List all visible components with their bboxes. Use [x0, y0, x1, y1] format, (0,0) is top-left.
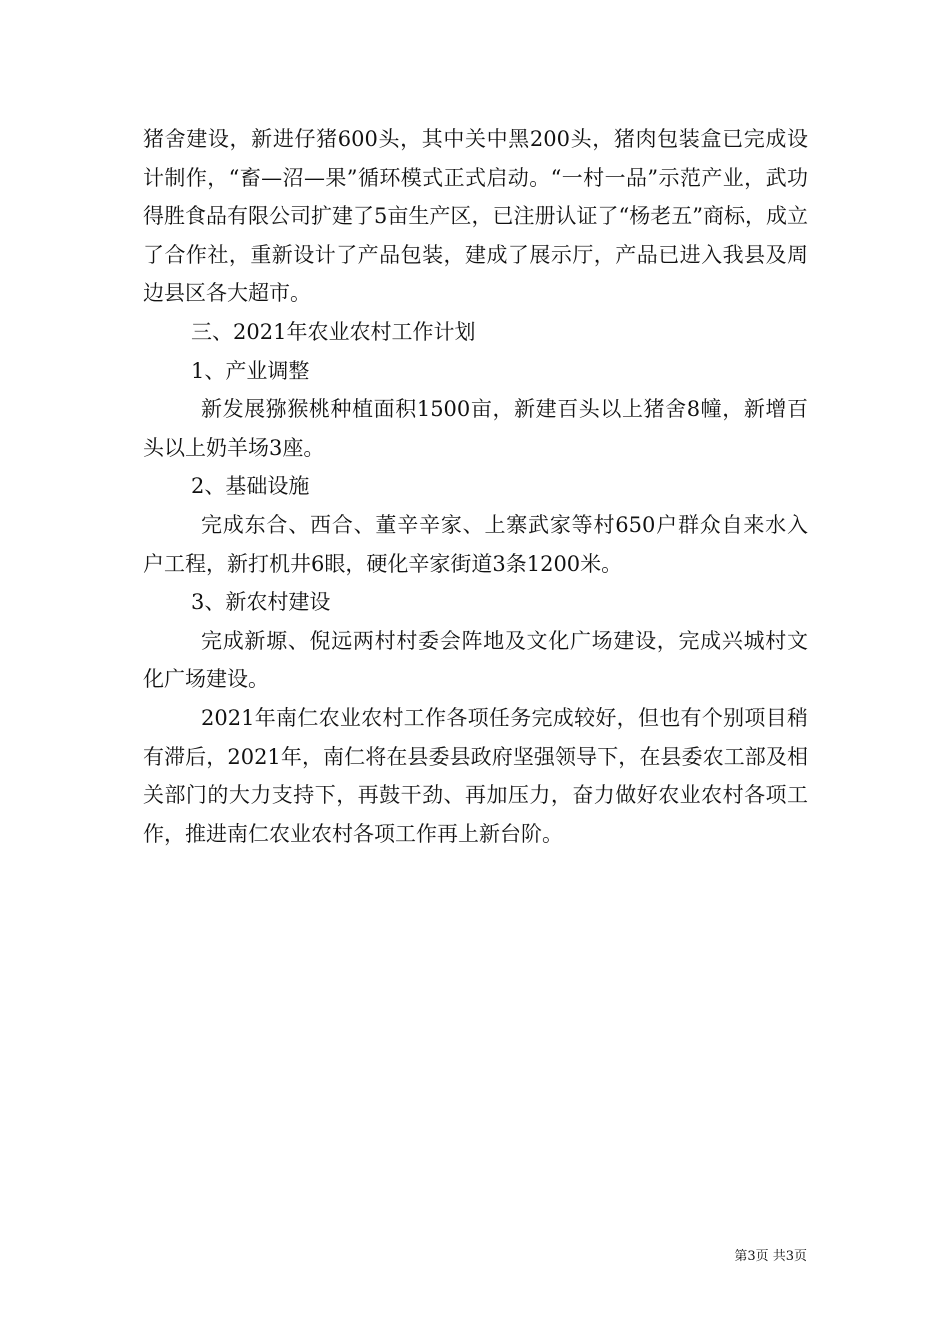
paragraph-infrastructure: 完成东合、西合、董辛辛家、上寨武家等村650户群众自来水入户工程，新打机井6眼，硬化辛家街道3条1200米。	[143, 512, 808, 576]
subheading-new-countryside: 3、新农村建设	[191, 590, 331, 615]
paragraph-continuation: 猪舍建设，新进仔猪600头，其中关中黑200头，猪肉包装盒已完成设计制作，“畜—沼—果”循环模式正式启动。“一村一品”示范产业，武功得胜食品有限公司扩建了5亩生产区，已注册认证了“杨老五”商标，成立了合作社，重新设计了产品包装，建成了展示厅，产品已进入我县及周边县区各大超市。	[143, 127, 808, 306]
paragraph-new-countryside: 完成新塬、倪远两村村委会阵地及文化广场建设，完成兴城村文化广场建设。	[143, 628, 808, 692]
section-heading-2021-plan: 三、2021年农业农村工作计划	[191, 319, 476, 344]
subheading-industry-adjustment: 1、产业调整	[191, 358, 310, 383]
document-body	[143, 120, 808, 853]
page-number-footer: 第3页 共3页	[734, 1249, 807, 1264]
subheading-infrastructure: 2、基础设施	[191, 474, 310, 499]
paragraph-industry-adjustment: 新发展猕猴桃种植面积1500亩，新建百头以上猪舍8幢，新增百头以上奶羊场3座。	[143, 397, 808, 460]
paragraph-conclusion: 2021年南仁农业农村工作各项任务完成较好，但也有个别项目稍有滞后，2021年，南仁将在县委县政府坚强领导下，在县委农工部及相关部门的大力支持下，再鼓干劲、再加压力，奋力做好农业农村各项工作，推进南仁农业农村各项工作再上新台阶。	[143, 705, 808, 846]
